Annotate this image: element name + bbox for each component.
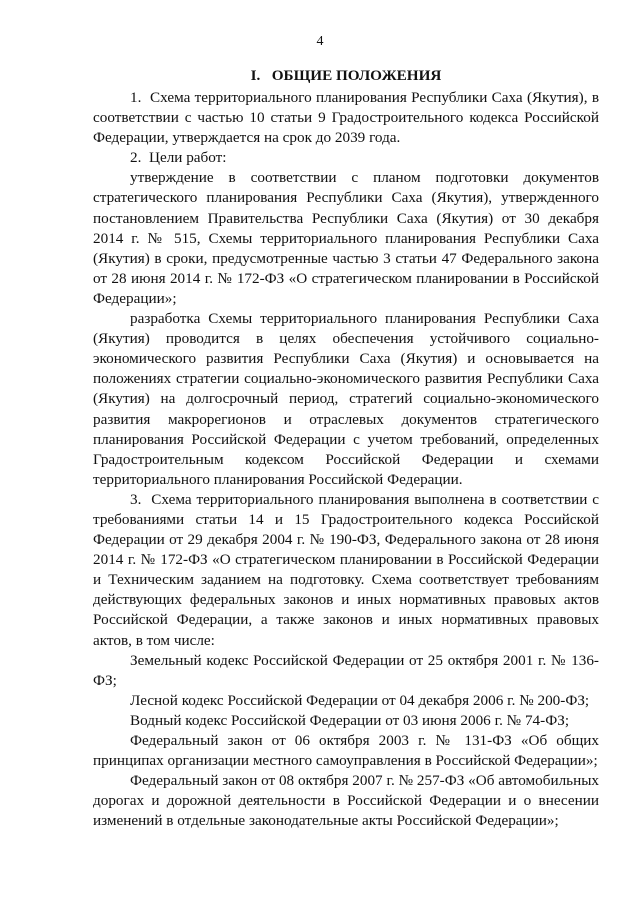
paragraph-goal-approval: утверждение в соответствии с планом подготовки документов стратегического планирования Республики Саха (Якутия), утвержденного постановлением Правительства Республики Саха (Якутия) от 30 декабря 2014 г. № 515, Схемы территориального планирования Республики Саха (Якутия) в сроки, предусмотренные частью 3 статьи 47 Федерального закона от 28 июня 2014 г. № 172-ФЗ «О стратегическом планировании в Российской Федерации»;	[93, 169, 599, 307]
paragraph-goal-development: разработка Схемы территориального планирования Республики Саха (Якутия) проводится в целях обеспечения устойчивого социально-экономического развития Республики Саха (Якутия) и основывается на положениях стратегии социально-экономического развития Республики Саха (Якутия) на долгосрочный период, стратегий социально-экономического развития макрорегионов и отраслевых документов стратегического планирования Российской Федерации с учетом требований, определенных Градостроительным кодексом Российской Федерации и схемами территориального планирования Российской Федерации.	[93, 310, 599, 488]
paragraph-water-code: Водный кодекс Российской Федерации от 03 июня 2006 г. № 74-ФЗ;	[130, 711, 570, 729]
paragraph-3-requirements: 3. Схема территориального планирования выполнена в соответствии с требованиями статьи 14 и 15 Градостроительного кодекса Российской Федерации от 29 декабря 2004 г. № 190-ФЗ, Федерального закона от 28 июня 2014 г. № 172-ФЗ «О стратегическом планировании в Российской Федерации и Техническим заданием на подготовку. Схема соответствует требованиям действующих федеральных законов и иных нормативных правовых актов Российской Федерации, а также законов и иных нормативных правовых актов, в том числе:	[93, 490, 599, 649]
page-number: 4	[316, 34, 324, 49]
paragraph-law-257: Федеральный закон от 08 октября 2007 г. № 257-ФЗ «Об автомобильных дорогах и дорожной деятельности в Российской Федерации и о внесении изменений в отдельные законодательные акты Российской Федерации»;	[93, 772, 599, 830]
section-title: I. ОБЩИЕ ПОЛОЖЕНИЯ	[250, 67, 442, 84]
paragraph-1-validity: 1. Схема территориального планирования Республики Саха (Якутия), в соответствии с частью 10 статьи 9 Градостроительного кодекса Российской Федерации, утверждается на срок до 2039 года.	[93, 89, 599, 147]
document-body	[93, 66, 599, 831]
paragraph-forest-code: Лесной кодекс Российской Федерации от 04 декабря 2006 г. № 200-ФЗ;	[130, 691, 590, 709]
paragraph-land-code: Земельный кодекс Российской Федерации от 25 октября 2001 г. № 136-ФЗ;	[93, 651, 599, 689]
paragraph-2-goals: 2. Цели работ:	[130, 149, 227, 167]
paragraph-law-131: Федеральный закон от 06 октября 2003 г. № 131-ФЗ «Об общих принципах организации местного самоуправления в Российской Федерации»;	[93, 732, 599, 770]
